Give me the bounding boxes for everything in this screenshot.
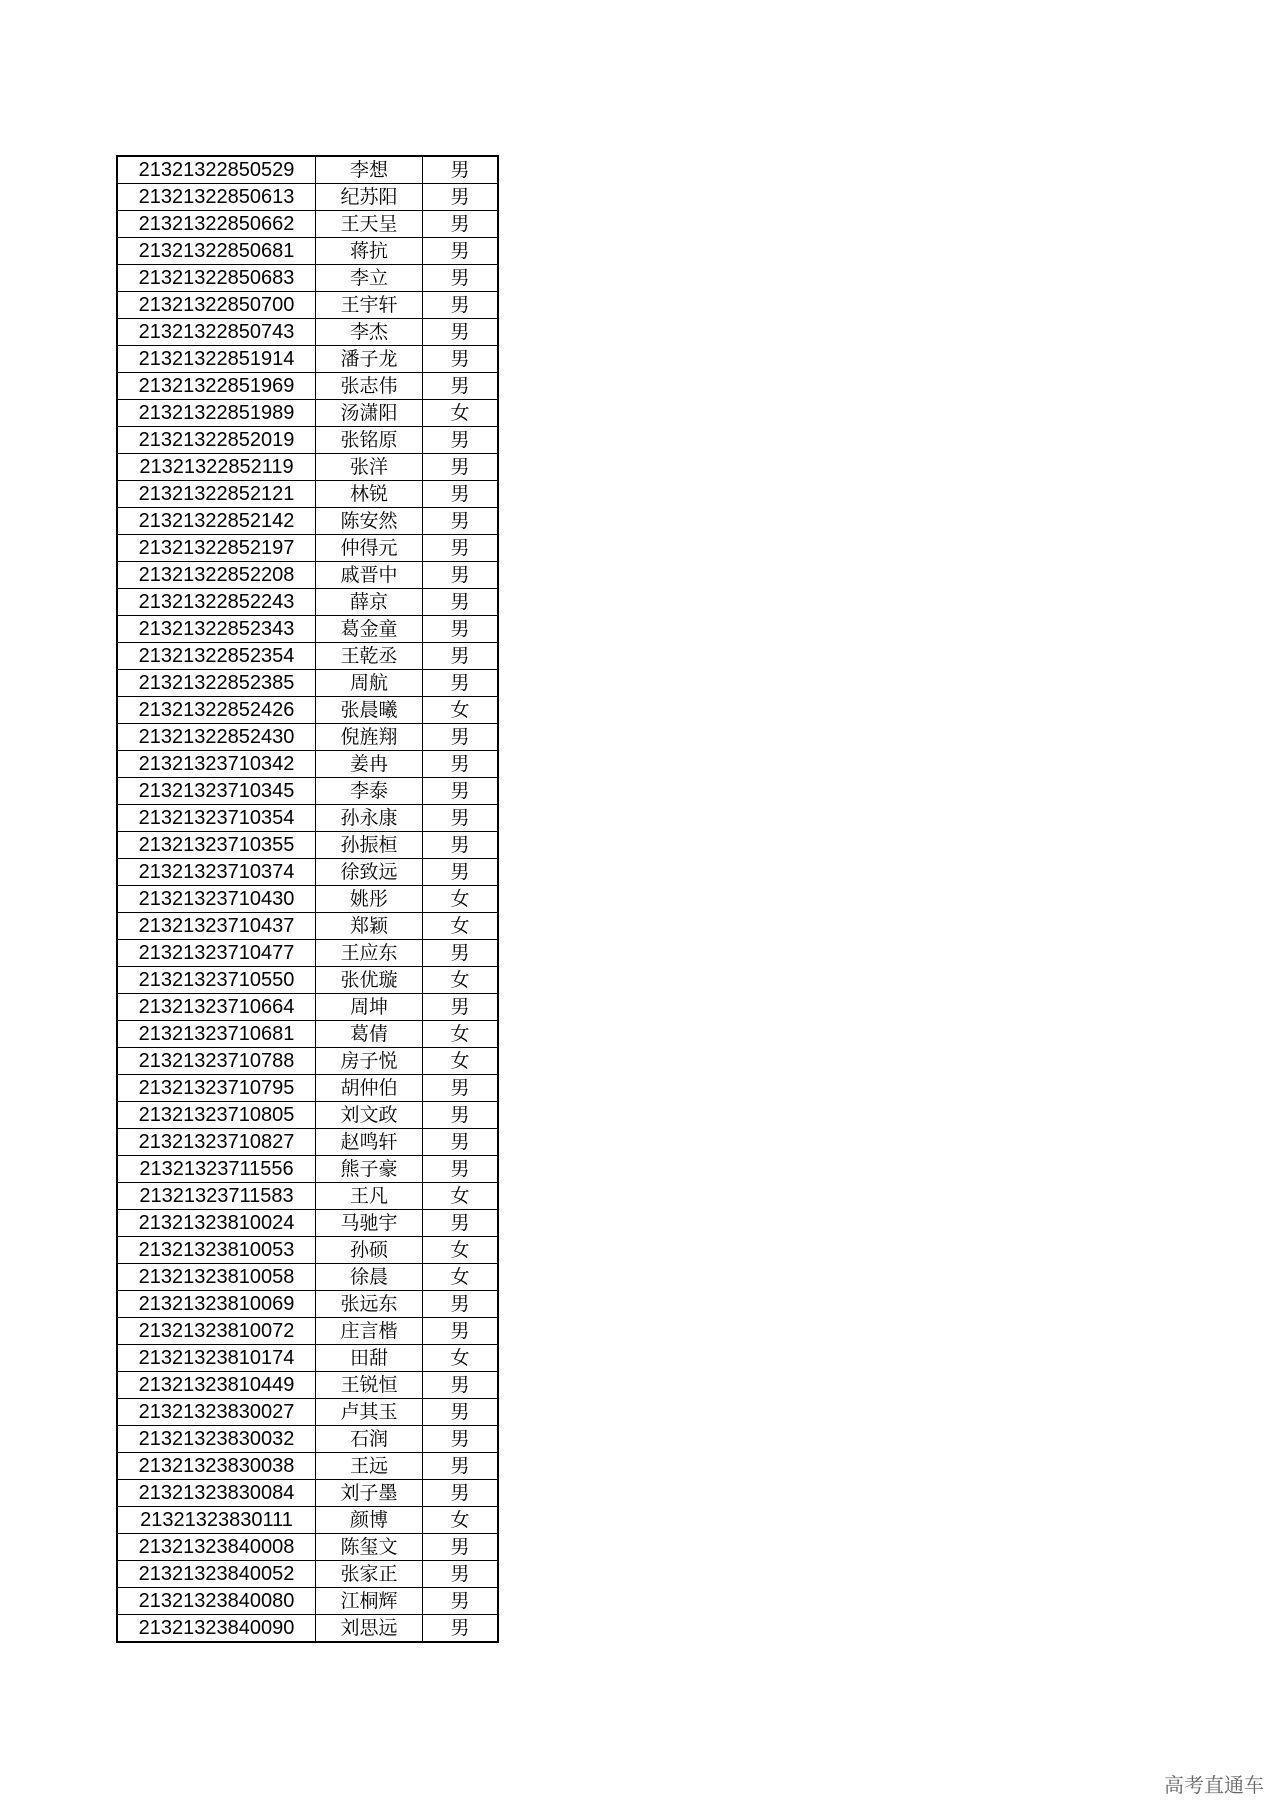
student-name-cell: 仲得元 [316, 535, 423, 562]
student-name-cell: 马驰宇 [316, 1210, 423, 1237]
table-row [117, 886, 498, 913]
student-id-cell: 21321322852426 [117, 697, 316, 724]
gender-cell: 男 [423, 454, 499, 481]
gender-cell: 女 [423, 1048, 499, 1075]
table-row [117, 670, 498, 697]
gender-cell: 男 [423, 373, 499, 400]
student-name-cell: 姜冉 [316, 751, 423, 778]
gender-cell: 男 [423, 481, 499, 508]
table-row [117, 1237, 498, 1264]
student-id-cell: 21321323830084 [117, 1480, 316, 1507]
student-name-cell: 周坤 [316, 994, 423, 1021]
table-row [117, 156, 498, 184]
student-id-cell: 21321322850743 [117, 319, 316, 346]
table-row [117, 454, 498, 481]
student-id-cell: 21321323711556 [117, 1156, 316, 1183]
table-row [117, 589, 498, 616]
student-id-cell: 21321323710827 [117, 1129, 316, 1156]
student-name-cell: 刘文政 [316, 1102, 423, 1129]
gender-cell: 男 [423, 616, 499, 643]
gender-cell: 男 [423, 1129, 499, 1156]
gender-cell: 男 [423, 1561, 499, 1588]
table-row [117, 562, 498, 589]
gender-cell: 男 [423, 319, 499, 346]
student-name-cell: 熊子豪 [316, 1156, 423, 1183]
student-id-cell: 21321323830111 [117, 1507, 316, 1534]
student-name-cell: 姚彤 [316, 886, 423, 913]
gender-cell: 男 [423, 1372, 499, 1399]
table-row [117, 1345, 498, 1372]
student-name-cell: 陈安然 [316, 508, 423, 535]
table-row [117, 724, 498, 751]
table-row [117, 1588, 498, 1615]
gender-cell: 男 [423, 292, 499, 319]
table-row [117, 751, 498, 778]
student-name-cell: 刘思远 [316, 1615, 423, 1643]
gender-cell: 男 [423, 1534, 499, 1561]
student-name-cell: 张铭原 [316, 427, 423, 454]
student-name-cell: 王锐恒 [316, 1372, 423, 1399]
student-id-cell: 21321323710374 [117, 859, 316, 886]
table-row [117, 184, 498, 211]
table-row [117, 1480, 498, 1507]
table-row [117, 1021, 498, 1048]
gender-cell: 男 [423, 751, 499, 778]
gender-cell: 男 [423, 562, 499, 589]
student-name-cell: 纪苏阳 [316, 184, 423, 211]
student-id-cell: 21321323810058 [117, 1264, 316, 1291]
gender-cell: 男 [423, 184, 499, 211]
student-name-cell: 孙振桓 [316, 832, 423, 859]
gender-cell: 女 [423, 1507, 499, 1534]
table-row [117, 265, 498, 292]
student-name-cell: 赵鸣轩 [316, 1129, 423, 1156]
gender-cell: 男 [423, 859, 499, 886]
gender-cell: 男 [423, 940, 499, 967]
student-name-cell: 孙永康 [316, 805, 423, 832]
student-id-cell: 21321323710355 [117, 832, 316, 859]
student-name-cell: 刘子墨 [316, 1480, 423, 1507]
table-row [117, 859, 498, 886]
table-row [117, 319, 498, 346]
table-row [117, 913, 498, 940]
gender-cell: 男 [423, 1399, 499, 1426]
student-name-cell: 李立 [316, 265, 423, 292]
student-name-cell: 潘子龙 [316, 346, 423, 373]
student-id-cell: 21321323840090 [117, 1615, 316, 1643]
table-row [117, 1048, 498, 1075]
student-id-cell: 21321322850613 [117, 184, 316, 211]
student-id-cell: 21321323711583 [117, 1183, 316, 1210]
gender-cell: 女 [423, 1021, 499, 1048]
gender-cell: 女 [423, 697, 499, 724]
student-name-cell: 葛倩 [316, 1021, 423, 1048]
student-name-cell: 孙硕 [316, 1237, 423, 1264]
table-row [117, 940, 498, 967]
student-id-cell: 21321322850683 [117, 265, 316, 292]
gender-cell: 男 [423, 1426, 499, 1453]
student-name-cell: 汤潇阳 [316, 400, 423, 427]
gender-cell: 男 [423, 724, 499, 751]
student-id-cell: 21321323810069 [117, 1291, 316, 1318]
watermark-text: 高考直通车 [1164, 1773, 1264, 1797]
gender-cell: 男 [423, 778, 499, 805]
table-row [117, 778, 498, 805]
student-name-cell: 张洋 [316, 454, 423, 481]
student-id-cell: 21321323840080 [117, 1588, 316, 1615]
gender-cell: 男 [423, 670, 499, 697]
student-name-cell: 李杰 [316, 319, 423, 346]
student-id-cell: 21321323710550 [117, 967, 316, 994]
gender-cell: 男 [423, 211, 499, 238]
gender-cell: 男 [423, 994, 499, 1021]
table-row [117, 1291, 498, 1318]
student-id-cell: 21321323830038 [117, 1453, 316, 1480]
student-id-cell: 21321323830032 [117, 1426, 316, 1453]
student-id-cell: 21321323810174 [117, 1345, 316, 1372]
table-row [117, 535, 498, 562]
student-name-cell: 张优璇 [316, 967, 423, 994]
student-id-cell: 21321323710437 [117, 913, 316, 940]
student-name-cell: 王乾丞 [316, 643, 423, 670]
table-row [117, 1615, 498, 1643]
student-id-cell: 21321323810072 [117, 1318, 316, 1345]
student-id-cell: 21321323710342 [117, 751, 316, 778]
student-name-cell: 庄言楷 [316, 1318, 423, 1345]
gender-cell: 男 [423, 508, 499, 535]
gender-cell: 男 [423, 1480, 499, 1507]
student-name-cell: 王宇轩 [316, 292, 423, 319]
table-row [117, 805, 498, 832]
student-name-cell: 张晨曦 [316, 697, 423, 724]
student-roster-table [116, 155, 499, 1643]
table-row [117, 1210, 498, 1237]
student-id-cell: 21321323710681 [117, 1021, 316, 1048]
student-id-cell: 21321323710664 [117, 994, 316, 1021]
student-id-cell: 21321322850529 [117, 156, 316, 184]
table-row [117, 292, 498, 319]
student-name-cell: 张志伟 [316, 373, 423, 400]
student-id-cell: 21321322852354 [117, 643, 316, 670]
table-row [117, 697, 498, 724]
table-row [117, 1453, 498, 1480]
student-id-cell: 21321323710354 [117, 805, 316, 832]
table-row [117, 400, 498, 427]
student-name-cell: 江桐辉 [316, 1588, 423, 1615]
table-row [117, 1507, 498, 1534]
table-row [117, 1264, 498, 1291]
table-row [117, 373, 498, 400]
student-id-cell: 21321322851914 [117, 346, 316, 373]
gender-cell: 女 [423, 400, 499, 427]
table-row [117, 616, 498, 643]
gender-cell: 男 [423, 1318, 499, 1345]
gender-cell: 男 [423, 805, 499, 832]
student-name-cell: 李泰 [316, 778, 423, 805]
student-id-cell: 21321322851969 [117, 373, 316, 400]
student-name-cell: 田甜 [316, 1345, 423, 1372]
table-row [117, 1561, 498, 1588]
table-row [117, 508, 498, 535]
student-name-cell: 张家正 [316, 1561, 423, 1588]
gender-cell: 男 [423, 535, 499, 562]
table-row [117, 1102, 498, 1129]
table-row [117, 967, 498, 994]
roster-body [117, 156, 498, 1642]
gender-cell: 男 [423, 156, 499, 184]
student-id-cell: 21321322852430 [117, 724, 316, 751]
student-name-cell: 王应东 [316, 940, 423, 967]
gender-cell: 男 [423, 1615, 499, 1643]
student-name-cell: 郑颖 [316, 913, 423, 940]
table-row [117, 1129, 498, 1156]
gender-cell: 女 [423, 1183, 499, 1210]
student-name-cell: 周航 [316, 670, 423, 697]
student-name-cell: 胡仲伯 [316, 1075, 423, 1102]
student-id-cell: 21321322850700 [117, 292, 316, 319]
gender-cell: 男 [423, 1075, 499, 1102]
gender-cell: 男 [423, 1588, 499, 1615]
gender-cell: 男 [423, 346, 499, 373]
table-row [117, 427, 498, 454]
student-name-cell: 李想 [316, 156, 423, 184]
gender-cell: 男 [423, 1102, 499, 1129]
student-name-cell: 薛京 [316, 589, 423, 616]
gender-cell: 男 [423, 1156, 499, 1183]
table-row [117, 1183, 498, 1210]
student-id-cell: 21321323710430 [117, 886, 316, 913]
table-row [117, 1372, 498, 1399]
student-name-cell: 林锐 [316, 481, 423, 508]
gender-cell: 男 [423, 643, 499, 670]
student-id-cell: 21321322852119 [117, 454, 316, 481]
student-id-cell: 21321323810449 [117, 1372, 316, 1399]
table-row [117, 1156, 498, 1183]
gender-cell: 男 [423, 1210, 499, 1237]
student-id-cell: 21321323840052 [117, 1561, 316, 1588]
student-name-cell: 葛金童 [316, 616, 423, 643]
table-row [117, 1399, 498, 1426]
student-name-cell: 戚晋中 [316, 562, 423, 589]
student-name-cell: 颜博 [316, 1507, 423, 1534]
gender-cell: 女 [423, 886, 499, 913]
student-id-cell: 21321323840008 [117, 1534, 316, 1561]
student-id-cell: 21321322851989 [117, 400, 316, 427]
gender-cell: 男 [423, 832, 499, 859]
table-row [117, 1426, 498, 1453]
table-row [117, 1534, 498, 1561]
gender-cell: 女 [423, 967, 499, 994]
table-row [117, 994, 498, 1021]
table-row [117, 1075, 498, 1102]
student-id-cell: 21321322852385 [117, 670, 316, 697]
student-id-cell: 21321323830027 [117, 1399, 316, 1426]
student-id-cell: 21321323710795 [117, 1075, 316, 1102]
student-id-cell: 21321322852208 [117, 562, 316, 589]
student-id-cell: 21321322850681 [117, 238, 316, 265]
gender-cell: 女 [423, 913, 499, 940]
student-id-cell: 21321323710345 [117, 778, 316, 805]
gender-cell: 男 [423, 1291, 499, 1318]
gender-cell: 男 [423, 589, 499, 616]
table-row [117, 481, 498, 508]
student-name-cell: 王远 [316, 1453, 423, 1480]
student-name-cell: 石润 [316, 1426, 423, 1453]
student-name-cell: 蒋抗 [316, 238, 423, 265]
gender-cell: 男 [423, 427, 499, 454]
student-name-cell: 徐晨 [316, 1264, 423, 1291]
table-row [117, 1318, 498, 1345]
table-row [117, 211, 498, 238]
student-id-cell: 21321322852121 [117, 481, 316, 508]
student-name-cell: 陈玺文 [316, 1534, 423, 1561]
student-id-cell: 21321323710805 [117, 1102, 316, 1129]
student-id-cell: 21321322852019 [117, 427, 316, 454]
table-row [117, 346, 498, 373]
student-id-cell: 21321322852197 [117, 535, 316, 562]
table-row [117, 238, 498, 265]
student-id-cell: 21321322852243 [117, 589, 316, 616]
gender-cell: 女 [423, 1237, 499, 1264]
student-id-cell: 21321322850662 [117, 211, 316, 238]
student-name-cell: 倪旌翔 [316, 724, 423, 751]
student-name-cell: 王天呈 [316, 211, 423, 238]
gender-cell: 男 [423, 238, 499, 265]
student-name-cell: 徐致远 [316, 859, 423, 886]
table-row [117, 832, 498, 859]
student-id-cell: 21321322852343 [117, 616, 316, 643]
gender-cell: 女 [423, 1345, 499, 1372]
student-name-cell: 房子悦 [316, 1048, 423, 1075]
table-row [117, 643, 498, 670]
student-name-cell: 王凡 [316, 1183, 423, 1210]
student-id-cell: 21321322852142 [117, 508, 316, 535]
student-id-cell: 21321323810053 [117, 1237, 316, 1264]
student-name-cell: 卢其玉 [316, 1399, 423, 1426]
gender-cell: 男 [423, 265, 499, 292]
gender-cell: 男 [423, 1453, 499, 1480]
student-name-cell: 张远东 [316, 1291, 423, 1318]
student-id-cell: 21321323710788 [117, 1048, 316, 1075]
gender-cell: 女 [423, 1264, 499, 1291]
student-id-cell: 21321323710477 [117, 940, 316, 967]
student-id-cell: 21321323810024 [117, 1210, 316, 1237]
